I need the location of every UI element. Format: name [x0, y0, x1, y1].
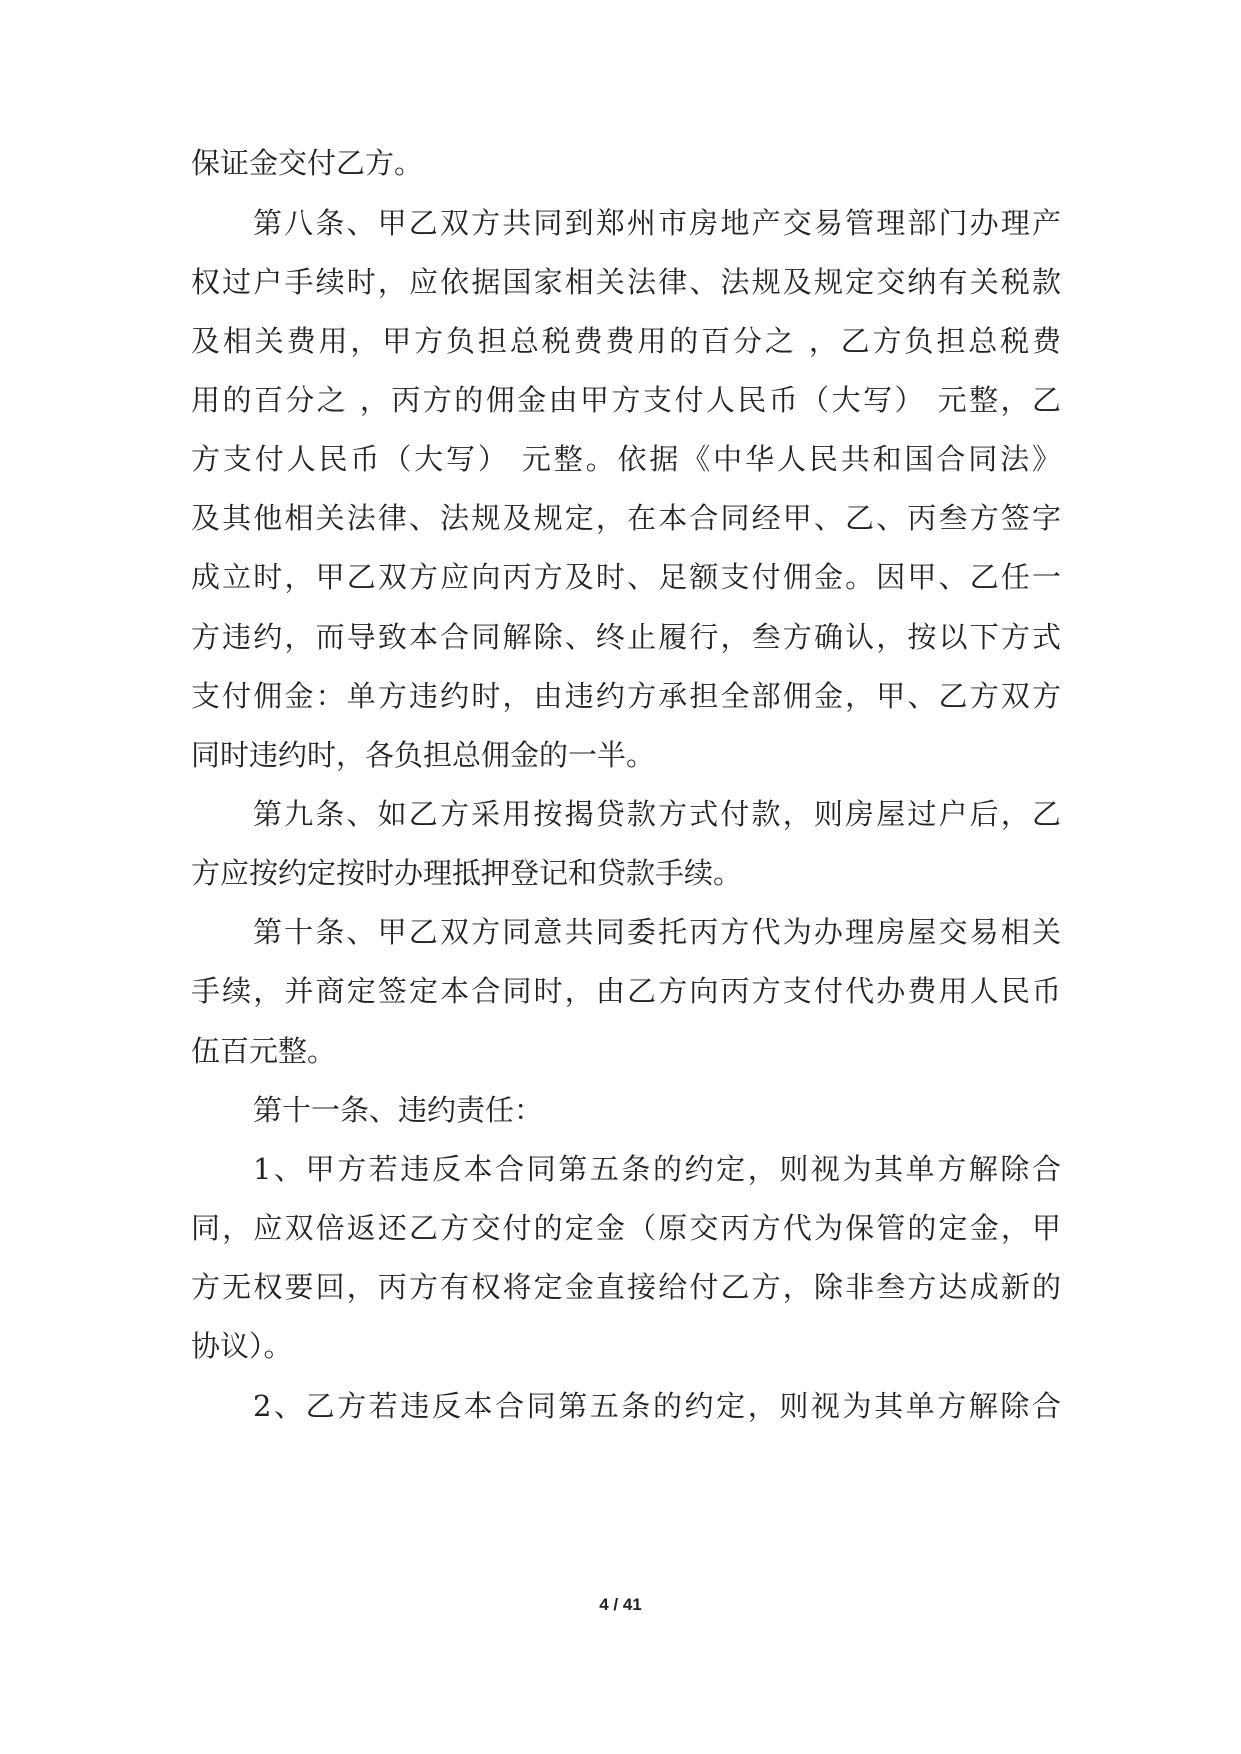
text-line: 手续，并商定签定本合同时，由乙方向丙方支付代办费用人民币 — [191, 974, 1061, 1008]
text-line: 协议）。 — [191, 1329, 293, 1363]
text-line: 及其他相关法律、法规及规定，在本合同经甲、乙、丙叁方签字 — [191, 501, 1061, 535]
text-line: 2、乙方若违反本合同第五条的约定，则视为其单方解除合 — [253, 1389, 1061, 1423]
text-line: 第九条、如乙方采用按揭贷款方式付款，则房屋过户后，乙 — [253, 797, 1061, 831]
text-line: 同时违约时，各负担总佣金的一半。 — [191, 738, 656, 772]
text-line: 1、甲方若违反本合同第五条的约定，则视为其单方解除合 — [253, 1152, 1061, 1186]
text-line: 同，应双倍返还乙方交付的定金（原交丙方代为保管的定金，甲 — [191, 1211, 1061, 1245]
text-line: 权过户手续时，应依据国家相关法律、法规及规定交纳有关税款 — [191, 265, 1061, 299]
text-line: 保证金交付乙方。 — [191, 146, 424, 180]
text-line: 用的百分之 ，丙方的佣金由甲方支付人民币（大写） 元整，乙 — [191, 383, 1061, 417]
text-line: 伍百元整。 — [191, 1034, 337, 1068]
text-line: 方应按约定按时办理抵押登记和贷款手续。 — [191, 856, 743, 890]
text-line: 方无权要回，丙方有权将定金直接给付乙方，除非叁方达成新的 — [191, 1270, 1061, 1304]
text-line: 方支付人民币（大写） 元整。依据《中华人民共和国合同法》 — [191, 442, 1061, 476]
text-line: 支付佣金：单方违约时，由违约方承担全部佣金，甲、乙方双方 — [191, 679, 1061, 713]
text-line: 第八条、甲乙双方共同到郑州市房地产交易管理部门办理产 — [253, 206, 1061, 240]
text-line: 第十一条、违约责任： — [253, 1093, 544, 1127]
text-line: 成立时，甲乙双方应向丙方及时、足额支付佣金。因甲、乙任一 — [191, 560, 1061, 594]
text-line: 及相关费用，甲方负担总税费费用的百分之 ，乙方负担总税费 — [191, 324, 1061, 358]
text-line: 第十条、甲乙双方同意共同委托丙方代为办理房屋交易相关 — [253, 915, 1061, 949]
text-line: 方违约，而导致本合同解除、终止履行，叁方确认，按以下方式 — [191, 620, 1061, 654]
page-number: 4 / 41 — [599, 1595, 642, 1614]
